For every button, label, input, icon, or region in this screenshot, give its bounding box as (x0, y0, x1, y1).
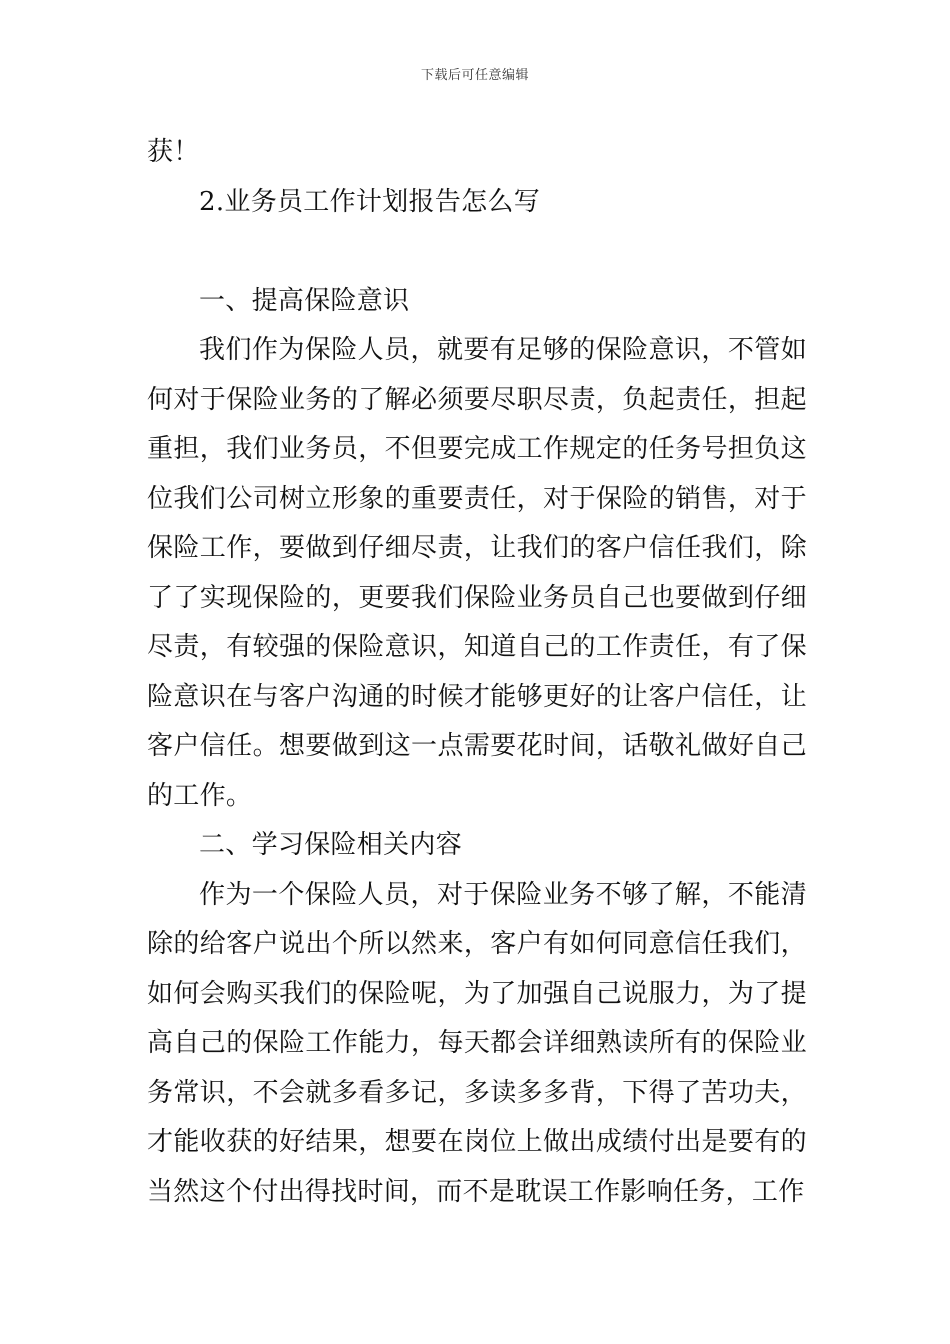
continued-fragment: 获！ (147, 137, 200, 167)
paragraph-2: 作为一个保险人员，对于保险业务不够了解，不能清除的给客户说出个所以然来，客户有如何同意信任我们，如何会购买我们的保险呢，为了加强自己说服力，为了提高自己的保险工作能力，每天都会详细熟读所有的保险业务常识，不会就多看多记，多读多多背，下得了苦功夫，才能收获的好结果，想要在岗位上做出成绩付出是要有的当然这个付出得找时间，而不是耽误工作影响任务，工作 (147, 879, 807, 1207)
heading-1: 一、提高保险意识 (199, 285, 410, 316)
document-body (147, 128, 807, 1217)
paragraph-1: 我们作为保险人员，就要有足够的保险意识，不管如何对于保险业务的了解必须要尽职尽责，负起责任，担起重担，我们业务员，不但要完成工作规定的任务号担负这位我们公司树立形象的重要责任，对于保险的销售，对于保险工作，要做到仔细尽责，让我们的客户信任我们，除了了实现保险的，更要我们保险业务员自己也要做到仔细尽责，有较强的保险意识，知道自己的工作责任，有了保险意识在与客户沟通的时候才能够更好的让客户信任，让客户信任。想要做到这一点需要花时间，话敬礼做好自己的工作。 (147, 335, 807, 811)
page-header: 下载后可任意编辑 (420, 68, 529, 83)
section-title: 2.业务员工作计划报告怎么写 (199, 186, 541, 217)
heading-2: 二、学习保险相关内容 (199, 830, 463, 860)
